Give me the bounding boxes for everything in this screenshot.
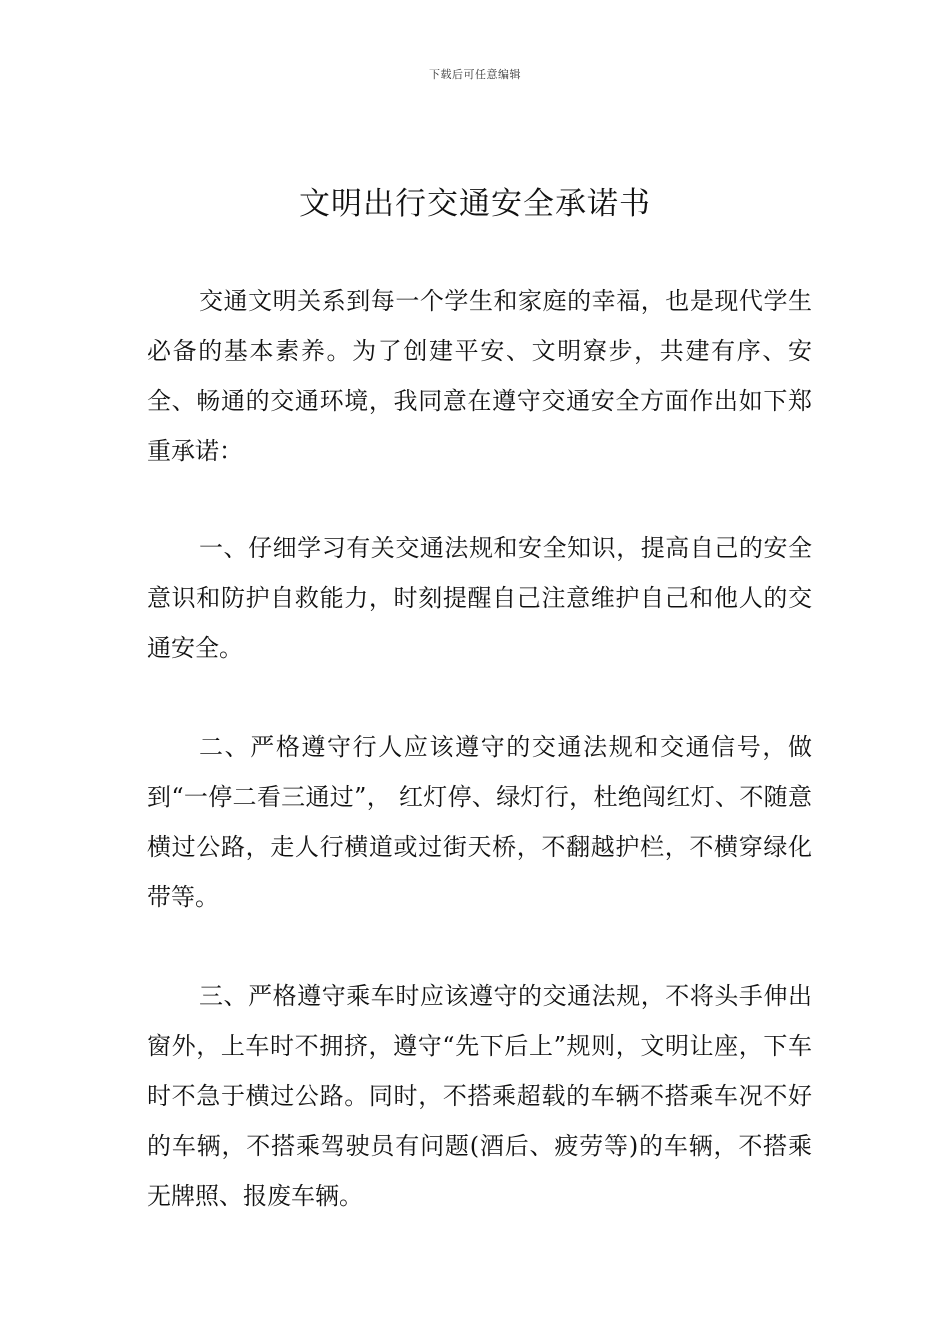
paragraph-commitment-2: 二、严格遵守行人应该遵守的交通法规和交通信号，做到“一停二看三通过”， 红灯停、绿灯行，杜绝闯红灯、不随意横过公路，走人行横道或过街天桥，不翻越护栏，不横穿绿化带等。 xyxy=(147,733,812,911)
header-note: 下载后可任意编辑 xyxy=(429,68,521,81)
document-title: 文明出行交通安全承诺书 xyxy=(299,186,651,222)
paragraph-commitment-1: 一、仔细学习有关交通法规和安全知识，提高自己的安全意识和防护自救能力，时刻提醒自己注意维护自己和他人的交通安全。 xyxy=(147,534,812,662)
paragraph-commitment-3: 三、严格遵守乘车时应该遵守的交通法规，不将头手伸出窗外，上车时不拥挤，遵守“先下后上”规则，文明让座，下车时不急于横过公路。同时，不搭乘超载的车辆不搭乘车况不好的车辆，不搭乘驾驶员有问题(酒后、疲劳等)的车辆，不搭乘无牌照、报废车辆。 xyxy=(147,982,812,1210)
paragraph-intro: 交通文明关系到每一个学生和家庭的幸福，也是现代学生必备的基本素养。为了创建平安、文明寮步，共建有序、安全、畅通的交通环境，我同意在遵守交通安全方面作出如下郑重承诺： xyxy=(147,287,812,465)
